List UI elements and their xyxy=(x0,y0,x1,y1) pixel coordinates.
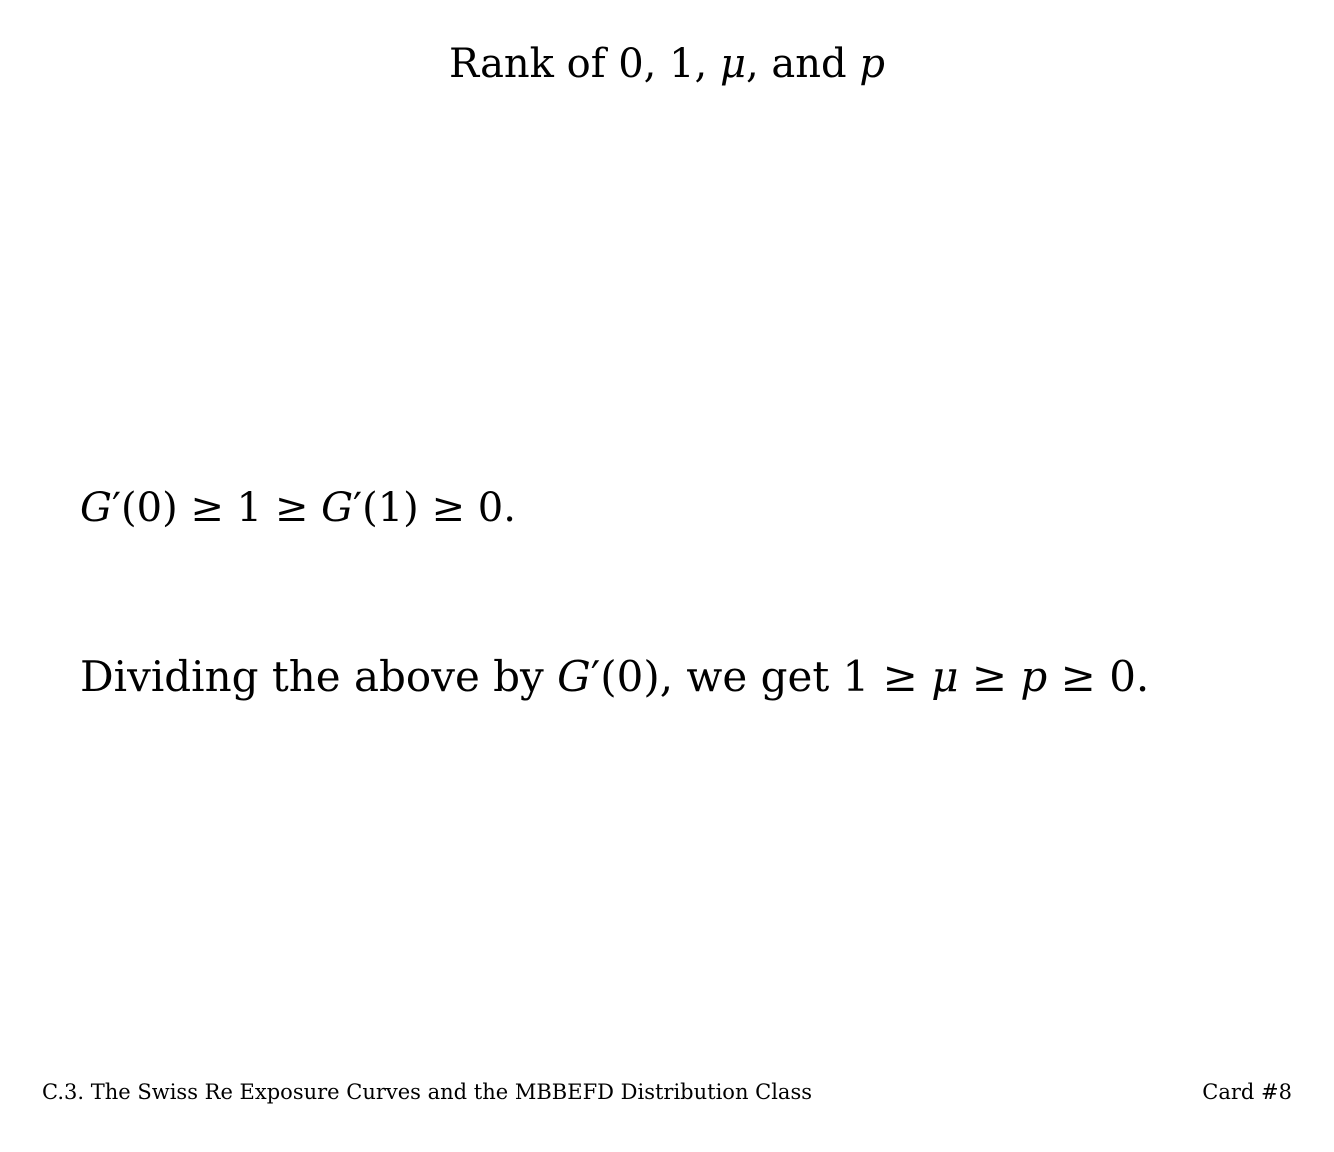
title-p-symbol: p xyxy=(859,41,885,87)
geq-operator: ≥ xyxy=(958,652,1021,701)
geq-operator: ≥ xyxy=(177,485,237,531)
title-middle: , and xyxy=(746,41,860,87)
geq-operator: ≥ xyxy=(418,485,478,531)
statement-tail: 0. xyxy=(1109,652,1150,701)
footer-section-title: C.3. The Swiss Re Exposure Curves and the MBBEFD Distribution Class xyxy=(42,1080,812,1104)
statement-middle: , we get 1 xyxy=(659,652,883,701)
g-symbol: G xyxy=(321,485,354,531)
constant-one: 1 xyxy=(236,485,263,531)
prime-symbol: ′ xyxy=(590,652,601,701)
argument-zero: (0) xyxy=(600,652,660,701)
p-symbol: p xyxy=(1020,652,1048,701)
card-title xyxy=(0,38,1334,90)
argument-one: (1) xyxy=(362,485,419,531)
prime-symbol: ′ xyxy=(353,485,363,531)
g-symbol: G xyxy=(557,652,591,701)
mu-symbol: μ xyxy=(931,652,959,701)
footer-card-number: Card #8 xyxy=(1202,1080,1292,1104)
statement-prefix: Dividing the above by xyxy=(80,652,558,701)
title-mu-symbol: μ xyxy=(720,41,746,87)
geq-operator: ≥ xyxy=(882,652,932,701)
title-prefix: Rank of 0, 1, xyxy=(449,41,720,87)
geq-operator: ≥ xyxy=(262,485,322,531)
argument-zero: (0) xyxy=(121,485,178,531)
inequality-tail: 0. xyxy=(477,485,516,531)
geq-operator: ≥ xyxy=(1047,652,1110,701)
dividing-statement xyxy=(80,650,1149,704)
inequality-chain xyxy=(80,482,516,534)
prime-symbol: ′ xyxy=(111,485,122,531)
g-symbol: G xyxy=(80,485,112,531)
